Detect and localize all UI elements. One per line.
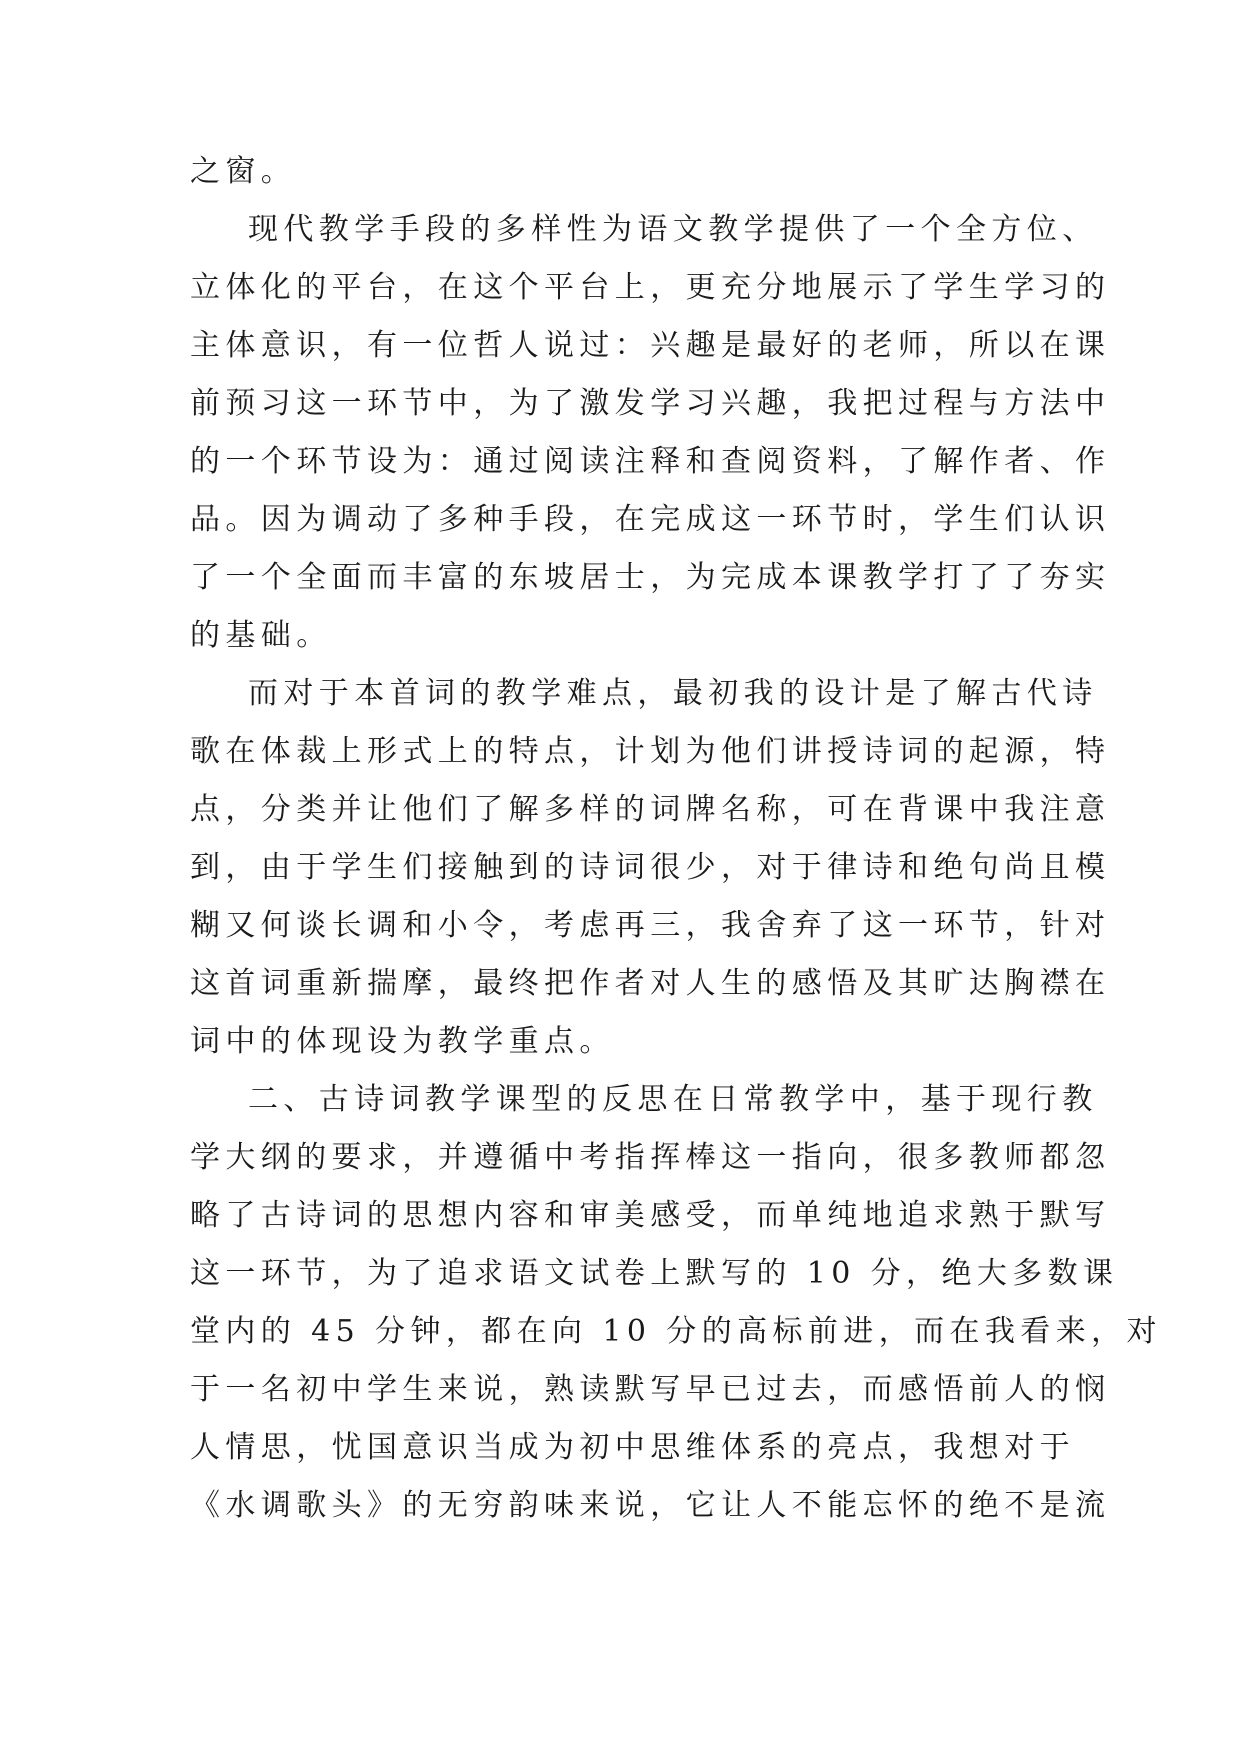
paragraph-first-line: 现代教学手段的多样性为语文教学提供了一个全方位、 (248, 212, 1098, 247)
text-line: 到，由于学生们接触到的诗词很少，对于律诗和绝句尚且模 (190, 850, 1111, 885)
text-line: 主体意识，有一位哲人说过：兴趣是最好的老师，所以在课 (190, 328, 1111, 363)
text-line: 品。因为调动了多种手段，在完成这一环节时，学生们认识 (190, 502, 1111, 537)
text-line: 立体化的平台，在这个平台上，更充分地展示了学生学习的 (190, 270, 1111, 305)
text-line: 略了古诗词的思想内容和审美感受，而单纯地追求熟于默写 (190, 1198, 1111, 1233)
text-line: 《水调歌头》的无穷韵味来说，它让人不能忘怀的绝不是流 (190, 1488, 1111, 1523)
text-line: 点，分类并让他们了解多样的词牌名称，可在背课中我注意 (190, 792, 1111, 827)
text-line: 人情思，忧国意识当成为初中思维体系的亮点，我想对于 (190, 1430, 1075, 1465)
paragraph-first-line: 而对于本首词的教学难点，最初我的设计是了解古代诗 (248, 676, 1098, 711)
paragraph-first-line: 二、古诗词教学课型的反思在日常教学中，基于现行教 (248, 1082, 1098, 1117)
text-line: 这一环节，为了追求语文试卷上默写的 10 分，绝大多数课 (190, 1256, 1119, 1291)
text-line: 于一名初中学生来说，熟读默写早已过去，而感悟前人的悯 (190, 1372, 1111, 1407)
text-line: 的基础。 (190, 618, 332, 653)
text-line: 的一个环节设为：通过阅读注释和查阅资料，了解作者、作 (190, 444, 1111, 479)
text-line: 歌在体裁上形式上的特点，计划为他们讲授诗词的起源，特 (190, 734, 1111, 769)
text-line: 堂内的 45 分钟，都在向 10 分的高标前进，而在我看来，对 (190, 1314, 1162, 1349)
text-line: 之窗。 (190, 154, 297, 189)
text-line: 学大纲的要求，并遵循中考指挥棒这一指向，很多教师都忽 (190, 1140, 1111, 1175)
text-line: 糊又何谈长调和小令，考虑再三，我舍弃了这一环节，针对 (190, 908, 1111, 943)
text-line: 词中的体现设为教学重点。 (190, 1024, 615, 1059)
text-line: 这首词重新揣摩，最终把作者对人生的感悟及其旷达胸襟在 (190, 966, 1111, 1001)
text-line: 前预习这一环节中，为了激发学习兴趣，我把过程与方法中 (190, 386, 1111, 421)
text-line: 了一个全面而丰富的东坡居士，为完成本课教学打了了夯实 (190, 560, 1111, 595)
